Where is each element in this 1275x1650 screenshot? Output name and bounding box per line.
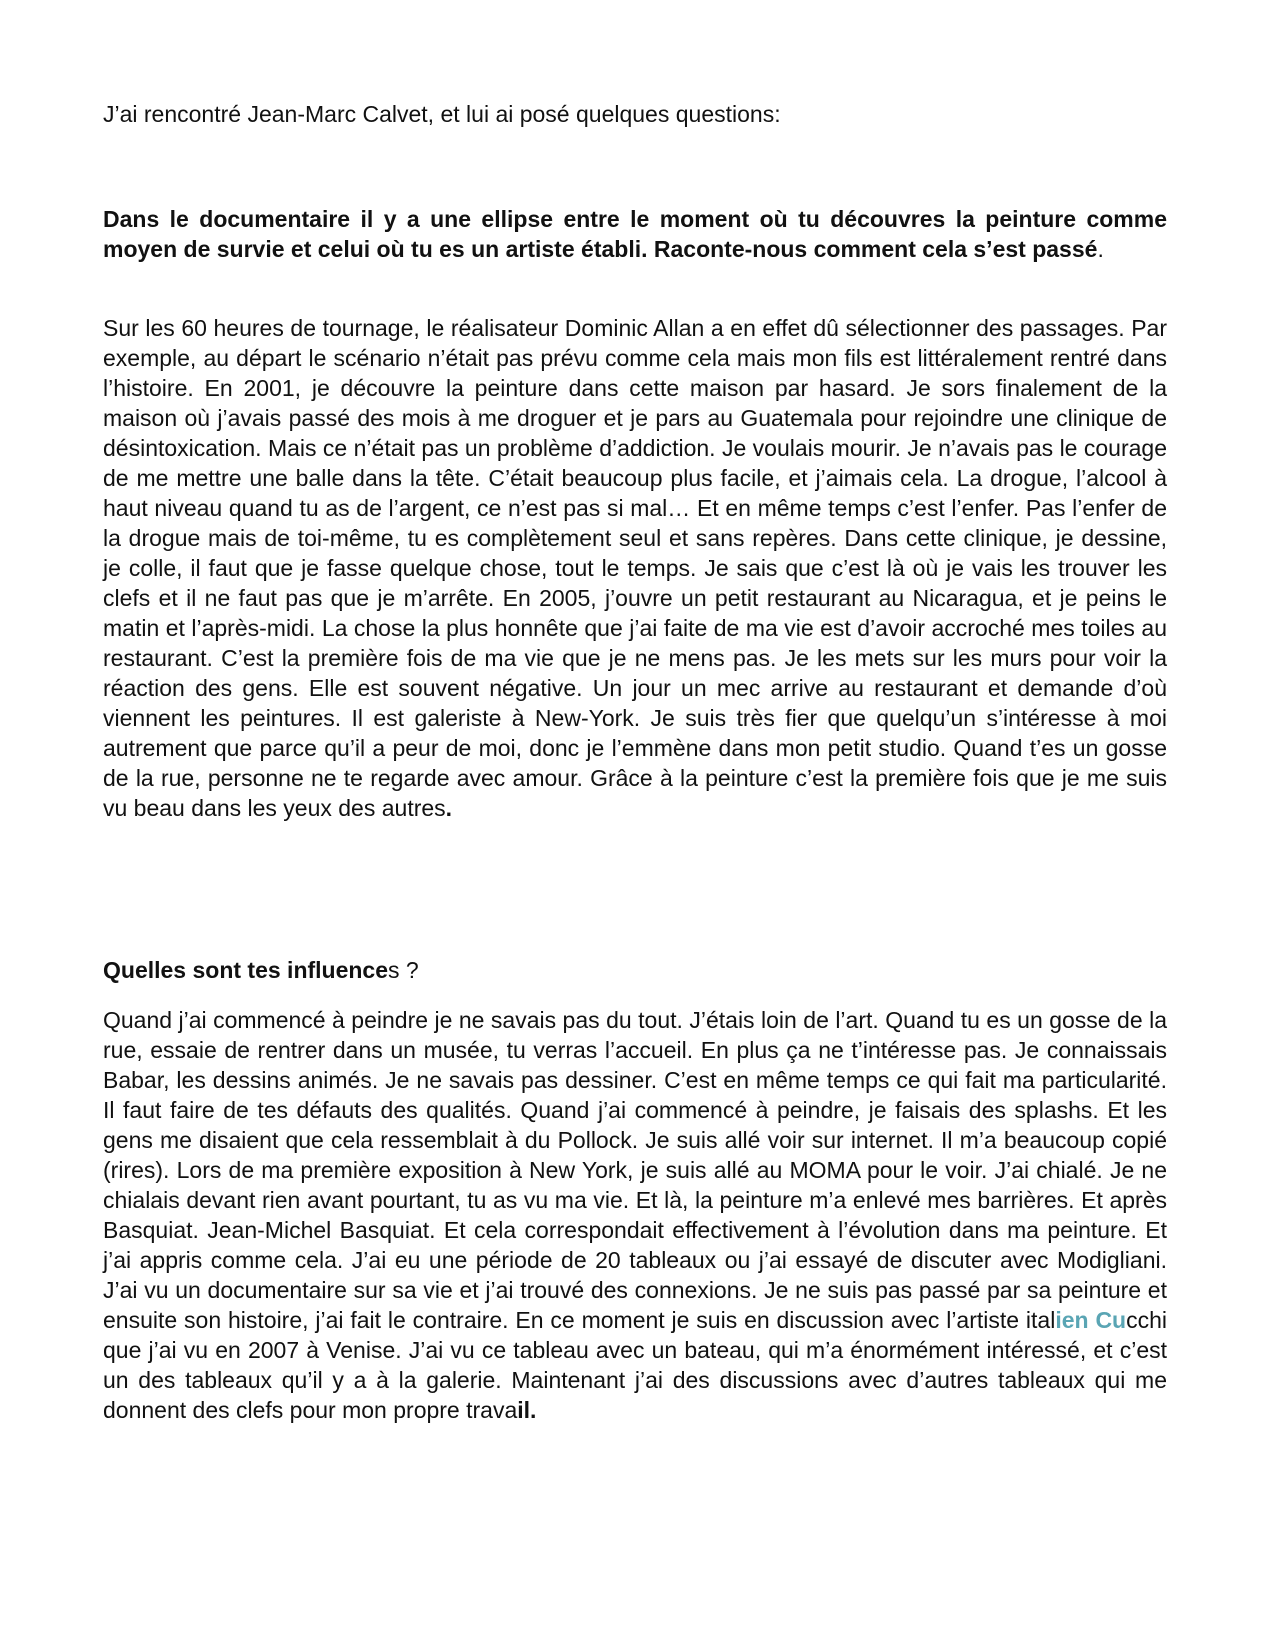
answer-2 xyxy=(103,1005,1167,1425)
answer-2-end: il. xyxy=(517,1397,537,1423)
intro-line: J’ai rencontré Jean-Marc Calvet, et lui ai posé quelques questions: xyxy=(103,101,781,127)
question-1 xyxy=(103,205,1167,264)
question-1-text: Dans le documentaire il y a une ellipse entre le moment où tu découvres la peinture comme moyen de survie et celui où tu es un artiste établi. Raconte-nous comment cela s’est passé xyxy=(103,206,1167,262)
question-2 xyxy=(103,956,1167,986)
answer-1-text: Sur les 60 heures de tournage, le réalisateur Dominic Allan a en effet dû sélectionner des passages. Par exemple, au départ le scénario n’était pas prévu comme cela mais mon fils est littéralement rentré dans l’histoire. En 2001, je découvre la peinture dans cette maison par hasard. Je sors finalement de la maison où j’avais passé des mois à me droguer et je pars au Guatemala pour rejoindre une clinique de désintoxication. Mais ce n’était pas un problème d’addiction. Je voulais mourir. Je n’avais pas le courage de me mettre une balle dans la tête. C’était beaucoup plus facile, et j’aimais cela. La drogue, l’alcool à haut niveau quand tu as de l’argent, ce n’est pas si mal… Et en même temps c’est l’enfer. Pas l’enfer de la drogue mais de toi-même, tu es complètement seul et sans repères. Dans cette clinique, je dessine, je colle, il faut que je fasse quelque chose, tout le temps. Je sais que c’est là où je vais les trouver les clefs et il ne faut pas que je m’arrête. En 2005, j’ouvre un petit restaurant au Nicaragua, et je peins le matin et l’après-midi. La chose la plus honnête que j’ai faite de ma vie est d’avoir accroché mes toiles au restaurant. C’est la première fois de ma vie que je ne mens pas. Je les mets sur les murs pour voir la réaction des gens. Elle est souvent négative. Un jour un mec arrive au restaurant et demande d’où viennent les peintures. Il est galeriste à New-York. Je suis très fier que quelqu’un s’intéresse à moi autrement que parce qu’il a peur de moi, donc je l’emmène dans mon petit studio. Quand t’es un gosse de la rue, personne ne te regarde avec amour. Grâce à la peinture c’est la première fois que je me suis vu beau dans les yeux des autres xyxy=(103,315,1167,821)
answer-2-middle: cchi que j’ai vu en 2007 à Venise. J’ai vu ce tableau avec un bateau, qui m’a énormément intéressé, et c’est un des tableaux qu’il y a à la galerie. Maintenant j’ai des discussions avec d’autres tableaux qui me donnent des clefs pour mon propre trava xyxy=(103,1307,1168,1423)
question-2-end: s ? xyxy=(388,957,419,983)
question-2-text: Quelles sont tes influence xyxy=(103,957,389,983)
answer-1-end: . xyxy=(445,795,453,821)
answer-2-before: Quand j’ai commencé à peindre je ne savais pas du tout. J’étais loin de l’art. Quand tu es un gosse de la rue, essaie de rentrer dans un musée, tu verras l’accueil. En plus ça ne t’intéresse pas. Je connaissais Babar, les dessins animés. Je ne savais pas dessiner. C’est en même temps ce qui fait ma particularité. Il faut faire de tes défauts des qualités. Quand j’ai commencé à peindre, je faisais des splashs. Et les gens me disaient que cela ressemblait à du Pollock. Je suis allé voir sur internet. Il m’a beaucoup copié (rires). Lors de ma première exposition à New York, je suis allé au MOMA pour le voir. J’ai chialé. Je ne chialais devant rien avant pourtant, tu as vu ma vie. Et là, la peinture m’a enlevé mes barrières. Et après Basquiat. Jean-Michel Basquiat. Et cela correspondait effectivement à l’évolution dans ma peinture. Et j’ai appris comme cela. J’ai eu une période de 20 tableaux ou j’ai essayé de discuter avec Modigliani. J’ai vu un documentaire sur sa vie et j’ai trouvé des connexions. Je ne suis pas passé par sa peinture et ensuite son histoire, j’ai fait le contraire. En ce moment je suis en discussion avec l’artiste ital xyxy=(103,1007,1167,1333)
answer-1 xyxy=(103,313,1167,823)
answer-2-highlight: ien Cu xyxy=(1055,1307,1127,1333)
question-1-end: . xyxy=(1097,235,1104,262)
